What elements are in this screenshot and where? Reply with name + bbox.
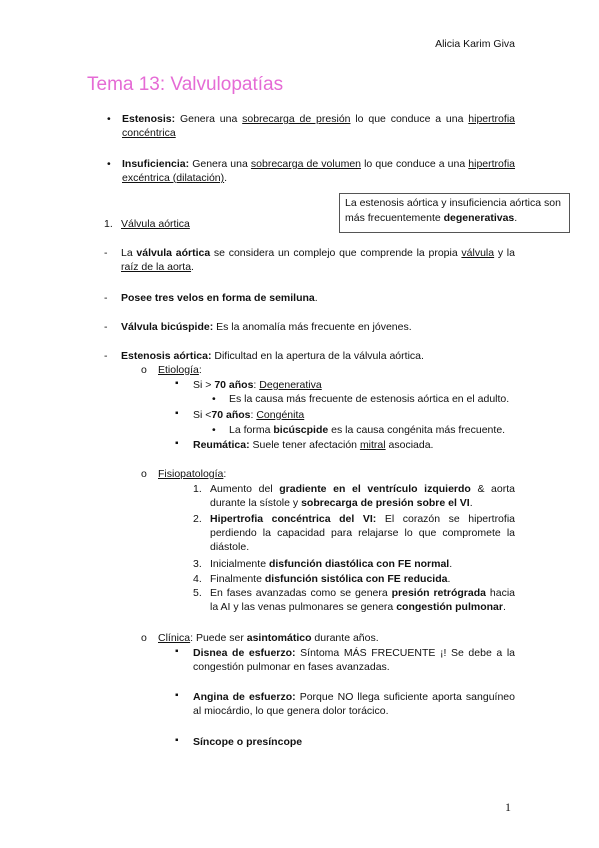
dash-icon: - bbox=[104, 321, 108, 333]
square-bullet-icon: ▪ bbox=[175, 438, 179, 449]
fisio-item-5: En fases avanzadas como se genera presión retrógrada hacia la AI y las venas pulmonares se genera congestión pulmonar. bbox=[210, 587, 515, 613]
section-heading: 1. bbox=[104, 218, 113, 230]
etiologia-degenerativa: Si > 70 años: Degenerativa bbox=[193, 379, 322, 391]
etiologia-degenerativa-sub: Es la causa más frecuente de estenosis aórtica en el adulto. bbox=[229, 393, 510, 405]
bullet-insuficiencia: • Insuficiencia: Genera una sobrecarga de volumen lo que conduce a una hipertrofia excéntrica (dilatación). bbox=[107, 158, 515, 184]
fisio-item-1: Aumento del gradiente en el ventrículo izquierdo & aorta durante la sístole y sobrecarga de presión sobre el VI. bbox=[210, 483, 515, 509]
page-number: 1 bbox=[505, 800, 511, 814]
note-box: La estenosis aórtica y insuficiencia aórtica son más frecuentemente degenerativas. bbox=[339, 193, 570, 233]
bullet-estenosis: • Estenosis: Genera una sobrecarga de presión lo que conduce a una hipertrofia concéntrica bbox=[107, 113, 515, 139]
page-title: Tema 13: Valvulopatías bbox=[87, 74, 284, 95]
dash-item-bicuspide: Válvula bicúspide: Es la anomalía más frecuente en jóvenes. bbox=[121, 321, 412, 333]
clinica-angina: Angina de esfuerzo: Porque NO llega suficiente aporta sanguíneo al miocárdio, lo que genera dolor torácico. bbox=[193, 691, 515, 717]
square-bullet-icon: ▪ bbox=[175, 646, 179, 657]
bullet-icon: • bbox=[107, 113, 111, 125]
etiologia-reumatica: Reumática: Suele tener afectación mitral asociada. bbox=[193, 439, 434, 451]
dash-item-estenosis-aortica: Estenosis aórtica: Dificultad en la apertura de la válvula aórtica. bbox=[121, 350, 424, 362]
author-name: Alicia Karim Giva bbox=[435, 38, 515, 50]
list-number: 1. bbox=[193, 483, 202, 495]
term-label: Estenosis: bbox=[122, 113, 176, 125]
square-bullet-icon: ▪ bbox=[175, 408, 179, 419]
clinica-heading: Clínica: Puede ser asintomático durante años. bbox=[158, 632, 379, 644]
fisio-item-2: Hipertrofia concéntrica del VI: El corazón se hipertrofia perdiendo la capacidad para relajarse lo que compromete la diástole. bbox=[210, 513, 515, 553]
circle-bullet-icon: o bbox=[141, 468, 147, 480]
dash-item-velos: Posee tres velos en forma de semiluna. bbox=[121, 292, 318, 304]
term-label: Insuficiencia: bbox=[122, 158, 190, 170]
section-title: Válvula aórtica bbox=[121, 218, 190, 230]
list-number: 5. bbox=[193, 587, 202, 599]
dash-icon: - bbox=[104, 292, 108, 304]
square-bullet-icon: ▪ bbox=[175, 690, 179, 701]
circle-bullet-icon: o bbox=[141, 632, 147, 644]
square-bullet-icon: ▪ bbox=[175, 735, 179, 746]
clinica-disnea: Disnea de esfuerzo: Síntoma MÁS FRECUENTE ¡! Se debe a la congestión pulmonar en fases avanzadas. bbox=[193, 647, 515, 673]
dash-icon: - bbox=[104, 350, 108, 362]
etiologia-congenita: Si <70 años: Congénita bbox=[193, 409, 305, 421]
bullet-icon: • bbox=[212, 393, 216, 405]
dash-icon: - bbox=[104, 247, 108, 259]
list-number: 2. bbox=[193, 513, 202, 525]
bullet-icon: • bbox=[212, 424, 216, 436]
dash-item-valvula: La válvula aórtica se considera un complejo que comprende la propia válvula y la raíz de la aorta. bbox=[121, 247, 515, 273]
bullet-icon: • bbox=[107, 158, 111, 170]
fisiopatologia-heading: Fisiopatología: bbox=[158, 468, 227, 480]
list-number: 3. bbox=[193, 558, 202, 570]
etiologia-congenita-sub: La forma bicúscpide es la causa congénita más frecuente. bbox=[229, 424, 506, 436]
square-bullet-icon: ▪ bbox=[175, 378, 179, 389]
clinica-sincope: Síncope o presíncope bbox=[193, 736, 303, 748]
fisio-item-4: Finalmente disfunción sistólica con FE reducida. bbox=[210, 573, 451, 585]
etiologia-heading: Etiología: bbox=[158, 364, 202, 376]
circle-bullet-icon: o bbox=[141, 364, 147, 376]
list-number: 4. bbox=[193, 573, 202, 585]
fisio-item-3: Inicialmente disfunción diastólica con FE normal. bbox=[210, 558, 453, 570]
